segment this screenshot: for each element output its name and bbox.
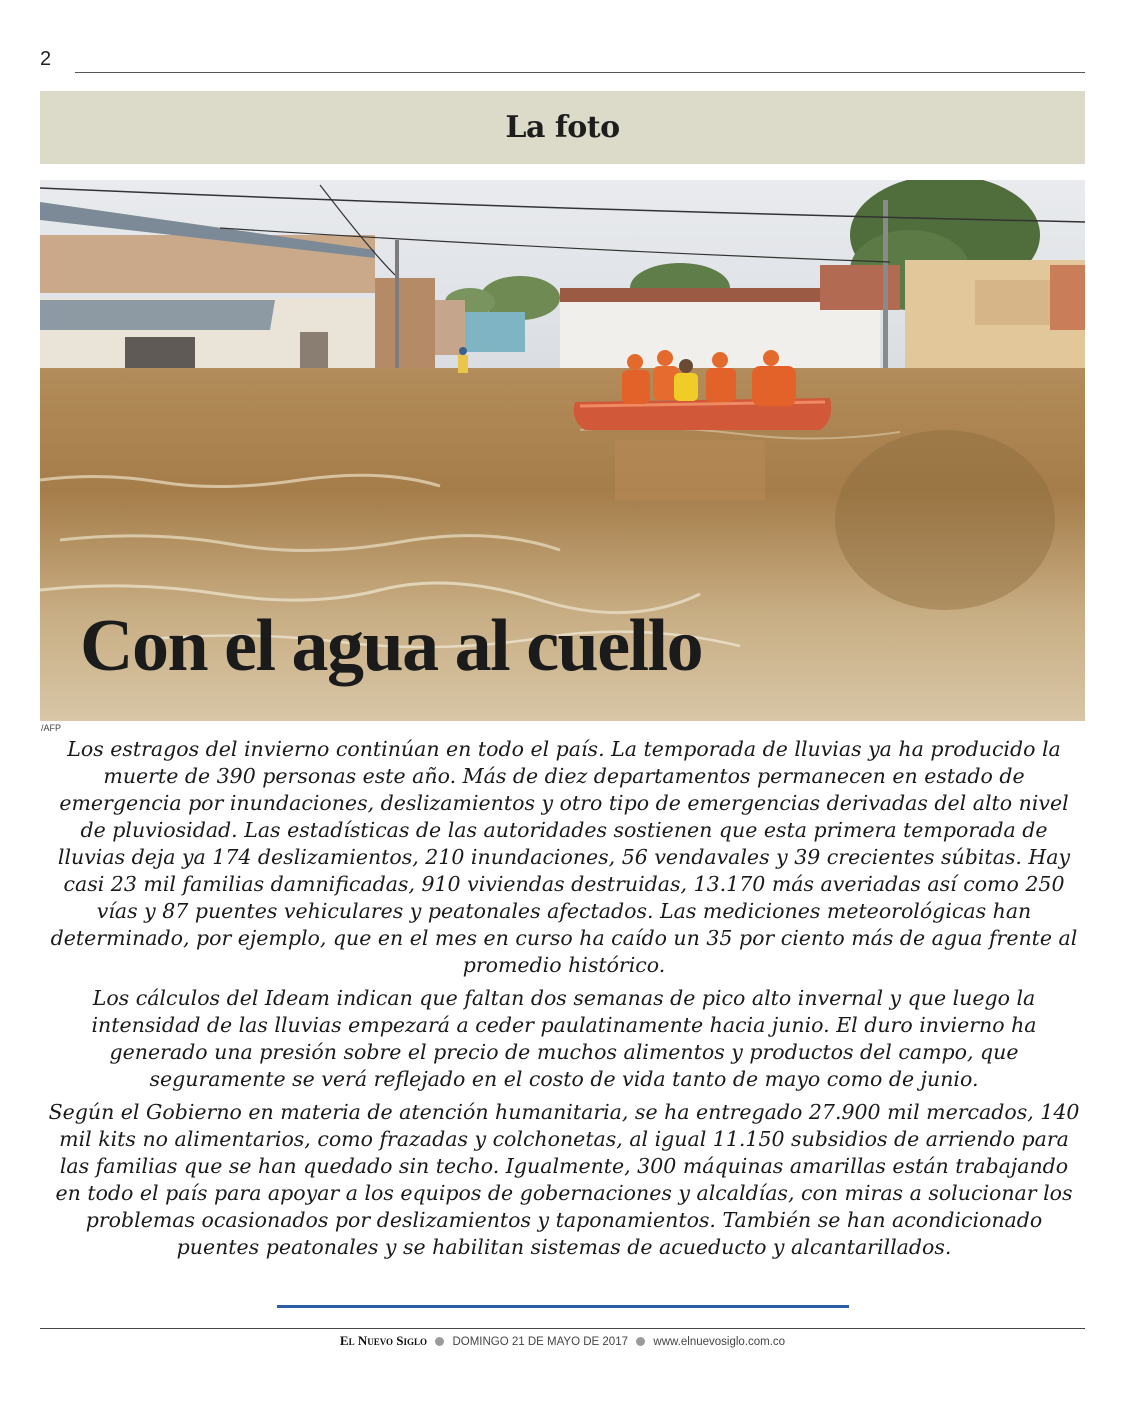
section-header xyxy=(40,91,1085,164)
article-paragraph: Los estragos del invierno continúan en todo el país. La temporada de lluvias ya ha producido la muerte de 390 personas este año. Más de diez departamentos permanecen en estado de emergencia por inundaciones, deslizamientos y otro tipo de emergencias derivadas del alto nivel de pluviosidad. Las estadísticas de las autoridades sostienen que esta primera temporada de lluvias deja ya 174 deslizamientos, 210 inundaciones, 56 vendavales y 39 crecientes súbitas. Hay casi 23 mil familias damnificadas, 910 viviendas destruidas, 13.170 más averiadas así como 250 vías y 87 puentes vehiculares y peatonales afectados. Las mediciones meteorológicas han determinado, por ejemplo, que en el mes en curso ha caído un 35 por ciento más de agua frente al promedio histórico. xyxy=(50,737,1078,977)
photo-credit: /AFP xyxy=(41,723,62,733)
headline: Con el agua al cuello xyxy=(80,605,703,687)
bullet-icon xyxy=(636,1337,645,1346)
page-number: 2 xyxy=(40,48,52,70)
accent-rule xyxy=(277,1305,849,1308)
bullet-icon xyxy=(435,1337,444,1346)
article-body xyxy=(44,736,1084,1267)
header-rule xyxy=(75,72,1085,73)
article-paragraph: Según el Gobierno en materia de atención humanitaria, se ha entregado 27.900 mil mercados, 140 mil kits no alimentarios, como frazadas y colchonetas, al igual 11.150 subsidios de arriendo para las familias que se han quedado sin techo. Igualmente, 300 máquinas amarillas están trabajando en todo el país para apoyar a los equipos de gobernaciones y alcaldías, con miras a solucionar los problemas ocasionados por deslizamientos y taponamientos. También se han acondicionado puentes peatonales y se habilitan sistemas de acueducto y alcantarillados. xyxy=(48,1100,1080,1259)
article-paragraph: Los cálculos del Ideam indican que faltan dos semanas de pico alto invernal y que luego la intensidad de las lluvias empezará a ceder paulatinamente hacia junio. El duro invierno ha generado una presión sobre el precio de muchos alimentos y productos del campo, que seguramente se verá reflejado en el costo de vida tanto de mayo como de junio. xyxy=(91,986,1037,1091)
issue-date: DOMINGO 21 DE MAYO DE 2017 xyxy=(452,1336,628,1348)
website-url: www.elnuevosiglo.com.co xyxy=(653,1336,786,1348)
page-footer xyxy=(0,1333,1125,1349)
newspaper-brand: El Nuevo Siglo xyxy=(339,1333,428,1348)
footer-rule xyxy=(40,1328,1085,1329)
section-title: La foto xyxy=(505,110,620,145)
